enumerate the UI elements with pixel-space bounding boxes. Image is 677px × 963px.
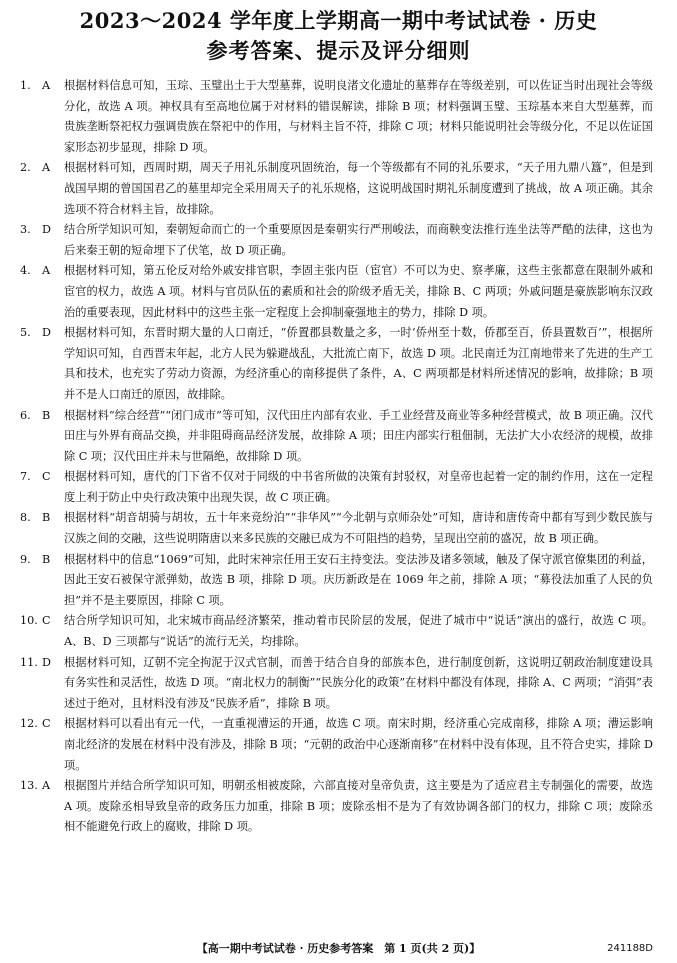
answer-item [20, 611, 657, 652]
question-number: 5. [20, 326, 31, 340]
answer-letter: B [42, 408, 51, 422]
question-number: 12. [20, 717, 38, 731]
explanation-text: 根据材料可以看出有元一代，一直重视漕运的开通，故选 C 项。南宋时期，经济重心完成南移，排除 A 项；漕运影响南北经济的发展在材料中没有涉及，排除 B 项；“元朝的政治中心逐渐南移”在材料中没有体现，且不符合史实，排除 D 项。 [64, 717, 653, 772]
answer-item [20, 76, 657, 158]
question-number: 8. [20, 511, 31, 525]
answer-item [20, 653, 657, 715]
question-number: 9. [20, 552, 31, 566]
explanation-text: 结合所学知识可知，北宋城市商品经济繁荣，推动着市民阶层的发展，促进了城市中“说话”演出的盛行，故选 C 项。A、B、D 三项都与“说话”的流行无关，均排除。 [64, 614, 653, 649]
answer-letter: D [42, 326, 51, 340]
answer-letter: B [42, 552, 51, 566]
answer-letter: B [42, 511, 51, 525]
answer-list [20, 76, 657, 838]
explanation-text: 根据材料“综合经营”“闭门成市”等可知，汉代田庄内部有农业、手工业经营及商业等多种经营模式，故 B 项正确。汉代田庄与外界有商品交换，并非阻碍商品经济发展，故排除 A 项；田庄内部实行租佃制，无法扩大小农经济的规模，故排除 C 项；汉代田庄并未与世隔绝，故排除 D 项。 [64, 408, 653, 463]
explanation-text: 根据材料信息可知，玉琮、玉璧出土于大型墓葬，说明良渚文化遗址的墓葬存在等级差别，可以佐证当时出现社会等级分化，故选 A 项。神权具有至高地位属于对材料的错误解读，排除 B 项；材料强调玉璧、玉琮基本来自大型墓葬，而贵族垄断祭祀权力强调贵族在祭祀中的作用，与材料主旨不符，排除 C 项；材料只能说明社会等级分化，不足以佐证国家形态初步显现，排除 D 项。 [64, 79, 653, 154]
answer-item [20, 467, 657, 508]
explanation-text: 根据图片并结合所学知识可知，明朝丞相被废除，六部直接对皇帝负责，这主要是为了适应君主专制强化的需要，故选 A 项。废除丞相导致皇帝的政务压力加重，排除 B 项；废除丞相不是为了有效协调各部门的权力，排除 C 项；废除丞相不能避免行政上的腐败，排除 D 项。 [64, 779, 653, 834]
explanation-text: 根据材料“胡音胡骑与胡妆，五十年来竞纷泊”“非华风”“今北朝与京师杂处”可知，唐诗和唐传奇中都有写到少数民族与汉族之间的交融，这些说明隋唐以来多民族的交融已成为不可阻挡的趋势，呈现出空前的盛况，故 B 项正确。 [64, 511, 653, 546]
answer-item [20, 158, 657, 220]
answer-item [20, 323, 657, 405]
question-number: 1. [20, 79, 31, 92]
answer-letter: A [42, 161, 51, 175]
question-number: 7. [20, 470, 31, 484]
explanation-text: 根据材料可知，东晋时期大量的人口南迁，“侨置郡县数量之多，一时‘侨州至十数，侨郡至百，侨县置数百’”，根据所学知识可知，自西晋末年起，北方人民为躲避战乱，大批流亡南下，故选 D 项。北民南迁为江南地带来了先进的生产工具和技术，也充实了劳动力资源，为经济重心的南移提供了条件，A、C 两项都是材料所述情况的影响，故排除；B 项并不是人口南迁的原因，故排除。 [64, 326, 653, 401]
page-title: 2023～2024 学年度上学期高一期中考试试卷 · 历史 [79, 8, 598, 33]
footer-code: 241188D [607, 943, 653, 954]
question-number: 13. [20, 779, 38, 793]
explanation-text: 根据材料可知，西周时期，周天子用礼乐制度巩固统治，每一个等级都有不同的礼乐要求，“天子用九鼎八簋”，但是到战国早期的曾国国君乙的墓里却完全采用周天子的礼乐规格，这说明战国时期礼乐制度遭到了挑战，故 A 项正确。其余选项不符合材料主旨，故排除。 [64, 161, 653, 216]
answer-letter: A [42, 779, 51, 793]
question-number: 3. [20, 223, 31, 237]
answer-item [20, 220, 657, 261]
question-number: 4. [20, 264, 31, 278]
question-number: 10. [20, 614, 38, 628]
answer-letter: A [42, 79, 51, 92]
explanation-text: 结合所学知识可知，秦朝短命而亡的一个重要原因是秦朝实行严刑峻法，而商鞅变法推行连坐法等严酷的法律，这也为后来秦王朝的短命埋下了伏笔，故 D 项正确。 [64, 223, 653, 257]
explanation-text: 根据材料中的信息“1069”可知，此时宋神宗任用王安石主持变法。变法涉及诸多领域，触及了保守派官僚集团的利益，因此王安石被保守派弹劾，故选 B 项，排除 D 项。庆历新政是在 1069 年之前，排除 A 项；“募役法加重了人民的负担”并不是主要原因，排除 C 项。 [64, 552, 653, 607]
answer-item [20, 714, 657, 776]
question-number: 2. [20, 161, 31, 175]
page-footer [0, 941, 677, 957]
answer-item [20, 508, 657, 549]
explanation-text: 根据材料可知，第五伦反对给外戚安排官职，李固主张内臣（宦官）不可以为史、察孝廉，这些主张都意在限制外戚和宦官的权力，故选 A 项。材料与官员队伍的素质和社会的阶级矛盾无关，排除 B、C 两项；外戚问题是豪族影响东汉政治的重要表现，因此材料中的这些主张一定程度上会抑制豪强地主的势力，排除 D 项。 [64, 264, 653, 319]
explanation-text: 根据材料可知，唐代的门下省不仅对于同级的中书省所做的决策有封驳权，对皇帝也起着一定的制约作用，这在一定程度上利于防止中央行政决策中出现失误，故 C 项正确。 [64, 470, 653, 504]
answer-letter: C [42, 470, 51, 484]
answer-letter: A [42, 264, 51, 278]
question-number: 11. [20, 655, 38, 669]
answer-item [20, 776, 657, 838]
answer-item [20, 406, 657, 468]
question-number: 6. [20, 408, 31, 422]
answer-letter: D [42, 223, 51, 237]
page-subtitle: 参考答案、提示及评分细则 [206, 38, 471, 63]
footer-label: 【高一期中考试试卷 · 历史参考答案 第 1 页(共 2 页)】 [196, 942, 481, 955]
explanation-text: 根据材料可知，辽朝不完全拘泥于汉式官制，而善于结合自身的部族本色，进行制度创新，这说明辽朝政治制度建设具有务实性和灵活性，故选 D 项。“南北权力的制衡”“民族分化的政策”在材料中都没有体现，排除 A、C 两项；“消弭”表述过于绝对，且材料没有涉及“民族矛盾”，排除 B 项。 [64, 655, 653, 710]
answer-item [20, 550, 657, 612]
answer-letter: D [42, 655, 51, 669]
answer-letter: C [42, 614, 51, 628]
answer-item [20, 261, 657, 323]
answer-letter: C [42, 717, 51, 731]
